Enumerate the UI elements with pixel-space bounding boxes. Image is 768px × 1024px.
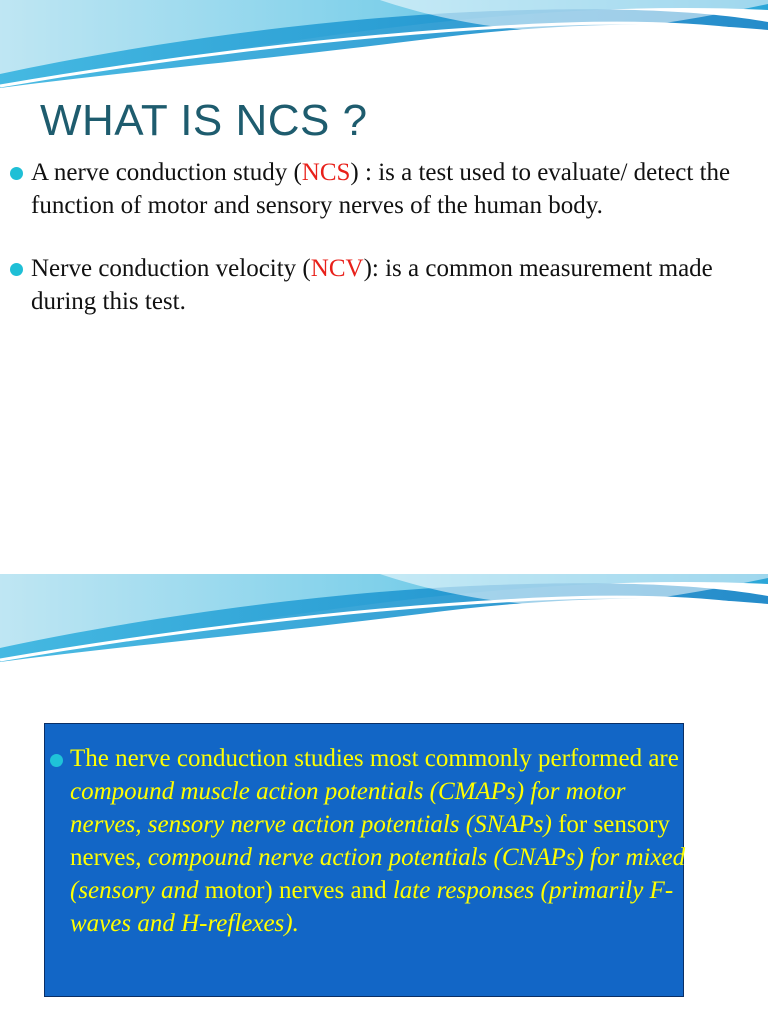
bullet-item-studies [50,742,700,940]
highlight-box [44,723,684,997]
text-part-2: for sensory nerves, [70,811,670,871]
bullet-text-post: ): is a common measurement made during this test. [31,255,713,315]
text-italic-3: late responses (primarily F-waves and H-reflexes). [70,877,674,937]
bullet-dot-icon [50,754,63,767]
slide-2 [0,574,768,1024]
bullet-text-pre: A nerve conduction study ( [31,159,302,186]
text-part-3: motor) nerves and [198,877,393,904]
slide-title: WHAT IS NCS ? [40,96,368,145]
text-italic-1: compound muscle action potentials (CMAPs) for motor nerves, sensory nerve action potentials (SNAPs) [70,778,626,838]
bullet-dot-icon [10,167,23,180]
text-part-1: The nerve conduction studies most commonly performed are [70,745,679,772]
wave-header-decoration [0,0,768,90]
text-italic-2: compound nerve action potentials (CNAPs) for mixed (sensory and [70,844,686,904]
bullet-item-ncv [10,252,750,318]
bullet-text-pre: Nerve conduction velocity ( [31,255,311,282]
abbr-ncs: NCS [301,159,351,186]
wave-header-decoration [0,574,768,664]
bullet-text-post: ) : is a test used to evaluate/ detect the function of motor and sensory nerves of the human body. [31,159,731,219]
bullet-list [10,156,750,348]
abbr-ncv: NCV [310,255,364,282]
bullet-item-ncs [10,156,750,222]
bullet-dot-icon [10,263,23,276]
